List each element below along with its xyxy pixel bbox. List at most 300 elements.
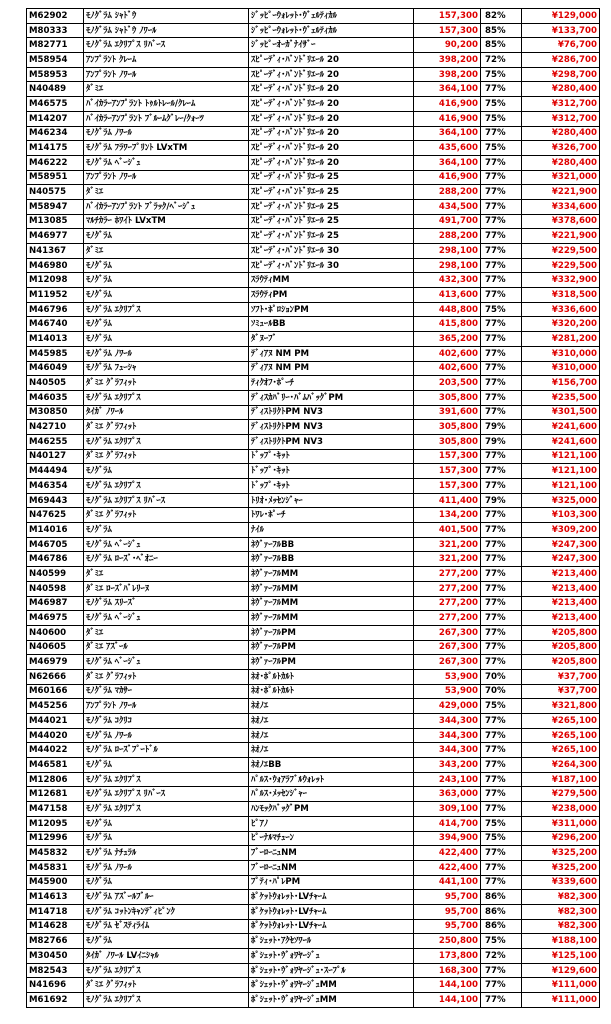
material-name-cell: ﾓﾉｸﾞﾗﾑ ﾏｶｻｰ: [84, 684, 249, 699]
material-name-cell: ﾓﾉｸﾞﾗﾑ ｴｸﾘﾌﾟｽ: [84, 772, 249, 787]
product-code-cell: M45900: [27, 875, 84, 890]
model-name-cell: ﾈｵﾉｴ: [249, 728, 414, 743]
model-name-cell: ｽﾗｳﾃｨMM: [249, 273, 414, 288]
material-name-cell: ﾓﾉｸﾞﾗﾑ ｼｬﾄﾞｳ ﾉﾜｰﾙ: [84, 23, 249, 38]
product-code-cell: M60166: [27, 684, 84, 699]
model-name-cell: ｽﾋﾟｰﾃﾞｨ･ﾊﾞﾝﾄﾞﾘｴｰﾙ 20: [249, 126, 414, 141]
product-code-cell: N40600: [27, 625, 84, 640]
table-row: [27, 376, 600, 391]
purchase-price-cell: ¥121,100: [522, 479, 600, 494]
model-name-cell: ﾎﾟｼｪｯﾄ･ｳﾞｫﾜﾔｰｼﾞｭMM: [249, 993, 414, 1008]
product-code-cell: M12996: [27, 831, 84, 846]
purchase-price-cell: ¥187,100: [522, 772, 600, 787]
retail-price-cell: 277,200: [414, 611, 481, 626]
retail-price-cell: 413,600: [414, 288, 481, 303]
model-name-cell: ﾊﾟﾙｽ･ﾒｯｾﾝｼﾞｬｰ: [249, 787, 414, 802]
product-code-cell: M44022: [27, 743, 84, 758]
table-row: [27, 787, 600, 802]
material-name-cell: ﾓﾉｸﾞﾗﾑ ｴｸﾘﾌﾟｽ: [84, 963, 249, 978]
model-name-cell: ｽﾋﾟｰﾃﾞｨ･ﾊﾞﾝﾄﾞﾘｴｰﾙ 30: [249, 244, 414, 259]
retail-price-cell: 250,800: [414, 934, 481, 949]
product-code-cell: M46975: [27, 611, 84, 626]
purchase-price-cell: ¥156,700: [522, 376, 600, 391]
retail-price-cell: 168,300: [414, 963, 481, 978]
rate-cell: 77%: [481, 199, 522, 214]
material-name-cell: ﾓﾉｸﾞﾗﾑ ﾌﾗﾜｰﾌﾟﾘﾝﾄ LVxTM: [84, 141, 249, 156]
table-row: [27, 846, 600, 861]
model-name-cell: ｽﾋﾟｰﾃﾞｨ･ﾊﾞﾝﾄﾞﾘｴｰﾙ 25: [249, 170, 414, 185]
retail-price-cell: 391,600: [414, 405, 481, 420]
retail-price-cell: 398,200: [414, 53, 481, 68]
table-row: [27, 434, 600, 449]
retail-price-cell: 288,200: [414, 229, 481, 244]
purchase-price-cell: ¥280,400: [522, 155, 600, 170]
retail-price-cell: 277,200: [414, 567, 481, 582]
material-name-cell: ﾓﾉｸﾞﾗﾑ ｴｸﾘﾌﾟｽ ﾘﾊﾞｰｽ: [84, 787, 249, 802]
retail-price-cell: 173,800: [414, 949, 481, 964]
table-row: [27, 567, 600, 582]
table-row: [27, 919, 600, 934]
purchase-price-cell: ¥325,200: [522, 860, 600, 875]
material-name-cell: ﾊﾞｲｶﾗｰｱﾝﾌﾟﾗﾝﾄ ﾄｩﾙﾄﾚｰﾙ/ｸﾚｰﾑ: [84, 97, 249, 112]
model-name-cell: ｽﾋﾟｰﾃﾞｨ･ﾊﾞﾝﾄﾞﾘｴｰﾙ 25: [249, 185, 414, 200]
model-name-cell: ﾈｵﾉｴ: [249, 699, 414, 714]
product-code-cell: M14016: [27, 523, 84, 538]
model-name-cell: ｽﾋﾟｰﾃﾞｨ･ﾊﾞﾝﾄﾞﾘｴｰﾙ 20: [249, 82, 414, 97]
product-code-cell: M12098: [27, 273, 84, 288]
model-name-cell: ﾊﾝﾓｯｸﾊﾞｯｸﾞPM: [249, 802, 414, 817]
material-name-cell: ﾓﾉｸﾞﾗﾑ: [84, 758, 249, 773]
table-row: [27, 199, 600, 214]
retail-price-cell: 305,800: [414, 434, 481, 449]
product-code-cell: M46705: [27, 537, 84, 552]
purchase-price-cell: ¥326,700: [522, 141, 600, 156]
material-name-cell: ﾓﾉｸﾞﾗﾑ: [84, 934, 249, 949]
table-row: [27, 53, 600, 68]
table-row: [27, 317, 600, 332]
purchase-price-cell: ¥332,900: [522, 273, 600, 288]
rate-cell: 72%: [481, 53, 522, 68]
table-row: [27, 229, 600, 244]
purchase-price-cell: ¥310,000: [522, 361, 600, 376]
model-name-cell: ﾈｳﾞｧｰﾌﾙMM: [249, 581, 414, 596]
material-name-cell: ﾓﾉｸﾞﾗﾑ ｴｸﾘﾌﾟｽ ﾘﾊﾞｰｽ: [84, 493, 249, 508]
material-name-cell: ｱﾝﾌﾟﾗﾝﾄ ﾉﾜｰﾙ: [84, 170, 249, 185]
retail-price-cell: 134,200: [414, 508, 481, 523]
retail-price-cell: 363,000: [414, 787, 481, 802]
table-row: [27, 625, 600, 640]
rate-cell: 77%: [481, 126, 522, 141]
product-code-cell: M46979: [27, 655, 84, 670]
purchase-price-cell: ¥298,700: [522, 67, 600, 82]
rate-cell: 77%: [481, 508, 522, 523]
table-row: [27, 82, 600, 97]
rate-cell: 77%: [481, 244, 522, 259]
material-name-cell: ﾀﾞﾐｴ: [84, 567, 249, 582]
model-name-cell: ﾌﾟﾃｨ･ﾊﾟﾚPM: [249, 875, 414, 890]
model-name-cell: ﾅｲﾙ: [249, 523, 414, 538]
retail-price-cell: 90,200: [414, 38, 481, 53]
retail-price-cell: 144,100: [414, 978, 481, 993]
model-name-cell: ｽﾋﾟｰﾃﾞｨ･ﾊﾞﾝﾄﾞﾘｴｰﾙ 20: [249, 155, 414, 170]
rate-cell: 77%: [481, 537, 522, 552]
table-row: [27, 728, 600, 743]
retail-price-cell: 491,700: [414, 214, 481, 229]
rate-cell: 70%: [481, 684, 522, 699]
product-code-cell: M82766: [27, 934, 84, 949]
model-name-cell: ﾀﾞﾇｰﾌﾞ: [249, 332, 414, 347]
table-row: [27, 699, 600, 714]
table-row: [27, 875, 600, 890]
product-code-cell: M45985: [27, 346, 84, 361]
model-name-cell: ｽﾋﾟｰﾃﾞｨ･ﾊﾞﾝﾄﾞﾘｴｰﾙ 20: [249, 111, 414, 126]
retail-price-cell: 298,100: [414, 258, 481, 273]
rate-cell: 77%: [481, 581, 522, 596]
table-row: [27, 655, 600, 670]
product-code-cell: N42710: [27, 420, 84, 435]
table-row: [27, 904, 600, 919]
product-code-cell: M12806: [27, 772, 84, 787]
material-name-cell: ﾓﾉｸﾞﾗﾑ: [84, 229, 249, 244]
rate-cell: 75%: [481, 67, 522, 82]
table-row: [27, 993, 600, 1008]
material-name-cell: ﾀｲｶﾞ ﾉﾜｰﾙ: [84, 405, 249, 420]
purchase-price-cell: ¥205,800: [522, 655, 600, 670]
table-body: [27, 9, 600, 1008]
material-name-cell: ﾓﾉｸﾞﾗﾑ: [84, 523, 249, 538]
rate-cell: 77%: [481, 229, 522, 244]
rate-cell: 77%: [481, 787, 522, 802]
retail-price-cell: 402,600: [414, 346, 481, 361]
rate-cell: 77%: [481, 611, 522, 626]
retail-price-cell: 309,100: [414, 802, 481, 817]
model-name-cell: ﾋﾟｰﾅﾙﾏﾁｭｰﾝ: [249, 831, 414, 846]
product-code-cell: N40599: [27, 567, 84, 582]
product-code-cell: M14628: [27, 919, 84, 934]
retail-price-cell: 398,200: [414, 67, 481, 82]
model-name-cell: ﾈｳﾞｧｰﾌﾙMM: [249, 596, 414, 611]
retail-price-cell: 53,900: [414, 669, 481, 684]
purchase-price-cell: ¥213,400: [522, 611, 600, 626]
purchase-price-cell: ¥312,700: [522, 111, 600, 126]
table-row: [27, 890, 600, 905]
material-name-cell: ﾓﾉｸﾞﾗﾑ ﾍﾞｰｼﾞｭ: [84, 155, 249, 170]
rate-cell: 86%: [481, 904, 522, 919]
retail-price-cell: 95,700: [414, 890, 481, 905]
product-code-cell: M47158: [27, 802, 84, 817]
material-name-cell: ﾓﾉｸﾞﾗﾑ ｱｽﾞｰﾙﾌﾞﾙｰ: [84, 890, 249, 905]
rate-cell: 77%: [481, 625, 522, 640]
material-name-cell: ﾓﾉｸﾞﾗﾑ ﾍﾞｰｼﾞｭ: [84, 611, 249, 626]
table-row: [27, 23, 600, 38]
material-name-cell: ﾓﾉｸﾞﾗﾑ ｴｸﾘﾌﾟｽ: [84, 993, 249, 1008]
model-name-cell: ﾎﾟｹｯﾄｳｫﾚｯﾄ･LVﾁｬｰﾑ: [249, 919, 414, 934]
rate-cell: 77%: [481, 155, 522, 170]
rate-cell: 77%: [481, 728, 522, 743]
rate-cell: 77%: [481, 860, 522, 875]
product-code-cell: M14718: [27, 904, 84, 919]
material-name-cell: ﾓﾉｸﾞﾗﾑ ｾﾞｽﾃｨﾗｲﾑ: [84, 919, 249, 934]
material-name-cell: ﾓﾉｸﾞﾗﾑ ﾛｰｽﾞ･ﾍﾞｵﾆｰ: [84, 552, 249, 567]
purchase-price-cell: ¥318,500: [522, 288, 600, 303]
purchase-price-cell: ¥378,600: [522, 214, 600, 229]
material-name-cell: ﾓﾉｸﾞﾗﾑ ｴｸﾘﾌﾟｽ: [84, 479, 249, 494]
product-code-cell: N41696: [27, 978, 84, 993]
product-code-cell: M58951: [27, 170, 84, 185]
purchase-price-cell: ¥265,100: [522, 728, 600, 743]
model-name-cell: ｽﾋﾟｰﾃﾞｨ･ﾊﾞﾝﾄﾞﾘｴｰﾙ 30: [249, 258, 414, 273]
product-code-cell: M80333: [27, 23, 84, 38]
purchase-price-cell: ¥321,000: [522, 170, 600, 185]
product-code-cell: M30450: [27, 949, 84, 964]
retail-price-cell: 422,400: [414, 860, 481, 875]
product-code-cell: M46234: [27, 126, 84, 141]
retail-price-cell: 243,100: [414, 772, 481, 787]
table-row: [27, 405, 600, 420]
rate-cell: 77%: [481, 390, 522, 405]
material-name-cell: ｱﾝﾌﾟﾗﾝﾄ ﾉﾜｰﾙ: [84, 699, 249, 714]
material-name-cell: ﾀｲｶﾞ ﾉﾜｰﾙ LVｲﾆｼｬﾙ: [84, 949, 249, 964]
rate-cell: 77%: [481, 567, 522, 582]
model-name-cell: ﾄﾞｯﾌﾟ･ｷｯﾄ: [249, 464, 414, 479]
model-name-cell: ﾎﾟｼｪｯﾄ･ｳﾞｫﾜﾔｰｼﾞｭ: [249, 949, 414, 964]
material-name-cell: ﾓﾉｸﾞﾗﾑ: [84, 464, 249, 479]
table-row: [27, 361, 600, 376]
retail-price-cell: 441,100: [414, 875, 481, 890]
product-code-cell: M14613: [27, 890, 84, 905]
model-name-cell: ｽﾋﾟｰﾃﾞｨ･ﾊﾞﾝﾄﾞﾘｴｰﾙ 25: [249, 199, 414, 214]
retail-price-cell: 277,200: [414, 581, 481, 596]
rate-cell: 77%: [481, 978, 522, 993]
table-row: [27, 493, 600, 508]
purchase-price-cell: ¥82,300: [522, 919, 600, 934]
material-name-cell: ﾓﾉｸﾞﾗﾑ: [84, 332, 249, 347]
material-name-cell: ﾓﾉｸﾞﾗﾑ ｴｸﾘﾌﾟｽ: [84, 434, 249, 449]
product-code-cell: M12095: [27, 816, 84, 831]
retail-price-cell: 157,300: [414, 449, 481, 464]
material-name-cell: ﾓﾉｸﾞﾗﾑ ﾉﾜｰﾙ: [84, 728, 249, 743]
rate-cell: 79%: [481, 493, 522, 508]
purchase-price-cell: ¥265,100: [522, 743, 600, 758]
rate-cell: 77%: [481, 655, 522, 670]
model-name-cell: ﾌﾞｰﾛｰﾆｭNM: [249, 860, 414, 875]
table-row: [27, 420, 600, 435]
model-name-cell: ﾈｵ･ﾎﾟﾙﾄｶﾙﾄ: [249, 684, 414, 699]
material-name-cell: ﾀﾞﾐｴ ｸﾞﾗﾌｨｯﾄ: [84, 449, 249, 464]
product-code-cell: M62902: [27, 9, 84, 24]
rate-cell: 77%: [481, 802, 522, 817]
material-name-cell: ﾀﾞﾐｴ ﾛｰｽﾞﾊﾞﾚﾘｰﾇ: [84, 581, 249, 596]
model-name-cell: ｼﾞｯﾋﾟｰｵｰｶﾞﾅｲｻﾞｰ: [249, 38, 414, 53]
purchase-price-cell: ¥247,300: [522, 552, 600, 567]
product-code-cell: M14175: [27, 141, 84, 156]
purchase-price-cell: ¥286,700: [522, 53, 600, 68]
model-name-cell: ｼﾞｯﾋﾟｰｳｫﾚｯﾄ･ｳﾞｪﾙﾃｨｶﾙ: [249, 9, 414, 24]
purchase-price-cell: ¥296,200: [522, 831, 600, 846]
retail-price-cell: 267,300: [414, 625, 481, 640]
material-name-cell: ｱﾝﾌﾟﾗﾝﾄ ｸﾚｰﾑ: [84, 53, 249, 68]
product-code-cell: M61692: [27, 993, 84, 1008]
table-row: [27, 816, 600, 831]
purchase-price-cell: ¥279,500: [522, 787, 600, 802]
table-row: [27, 596, 600, 611]
rate-cell: 75%: [481, 111, 522, 126]
table-row: [27, 611, 600, 626]
material-name-cell: ﾀﾞﾐｴ: [84, 244, 249, 259]
rate-cell: 77%: [481, 743, 522, 758]
material-name-cell: ﾓﾉｸﾞﾗﾑ ﾌｭｰｼｬ: [84, 361, 249, 376]
retail-price-cell: 95,700: [414, 904, 481, 919]
material-name-cell: ﾀﾞﾐｴ ｸﾞﾗﾌｨｯﾄ: [84, 508, 249, 523]
material-name-cell: ﾀﾞﾐｴ ｱｽﾞｰﾙ: [84, 640, 249, 655]
retail-price-cell: 203,500: [414, 376, 481, 391]
table-row: [27, 332, 600, 347]
model-name-cell: ﾄﾞｯﾌﾟ･ｷｯﾄ: [249, 479, 414, 494]
rate-cell: 77%: [481, 758, 522, 773]
product-code-cell: M46255: [27, 434, 84, 449]
table-row: [27, 390, 600, 405]
material-name-cell: ﾓﾉｸﾞﾗﾑ: [84, 816, 249, 831]
purchase-price-cell: ¥111,000: [522, 993, 600, 1008]
material-name-cell: ﾓﾉｸﾞﾗﾑ: [84, 258, 249, 273]
rate-cell: 77%: [481, 288, 522, 303]
purchase-price-cell: ¥310,000: [522, 346, 600, 361]
product-code-cell: N40575: [27, 185, 84, 200]
retail-price-cell: 157,300: [414, 479, 481, 494]
rate-cell: 77%: [481, 273, 522, 288]
material-name-cell: ﾓﾉｸﾞﾗﾑ ﾍﾞｰｼﾞｭ: [84, 537, 249, 552]
table-row: [27, 38, 600, 53]
retail-price-cell: 267,300: [414, 640, 481, 655]
material-name-cell: ﾊﾞｲｶﾗｰｱﾝﾌﾟﾗﾝﾄ ﾌﾞﾙｰﾑｸﾞﾚｰ/ｸｫｰﾂ: [84, 111, 249, 126]
table-row: [27, 802, 600, 817]
table-row: [27, 111, 600, 126]
product-code-cell: M46786: [27, 552, 84, 567]
retail-price-cell: 364,100: [414, 155, 481, 170]
model-name-cell: ﾈｳﾞｧｰﾌﾙPM: [249, 655, 414, 670]
table-row: [27, 170, 600, 185]
rate-cell: 77%: [481, 332, 522, 347]
retail-price-cell: 435,600: [414, 141, 481, 156]
material-name-cell: ﾀﾞﾐｴ ｸﾞﾗﾌｨｯﾄ: [84, 669, 249, 684]
model-name-cell: ﾊﾟﾙｽ･ｳｫｱﾗﾌﾞﾙｳｫﾚｯﾄ: [249, 772, 414, 787]
purchase-price-cell: ¥320,200: [522, 317, 600, 332]
purchase-price-cell: ¥37,700: [522, 684, 600, 699]
purchase-price-cell: ¥311,000: [522, 816, 600, 831]
product-code-cell: M45832: [27, 846, 84, 861]
retail-price-cell: 411,400: [414, 493, 481, 508]
model-name-cell: ｽﾋﾟｰﾃﾞｨ･ﾊﾞﾝﾄﾞﾘｴｰﾙ 20: [249, 53, 414, 68]
retail-price-cell: 401,500: [414, 523, 481, 538]
model-name-cell: ﾄﾜﾚ･ﾎﾟｰﾁ: [249, 508, 414, 523]
material-name-cell: ﾀﾞﾐｴ ｸﾞﾗﾌｨｯﾄ: [84, 376, 249, 391]
purchase-price-cell: ¥334,600: [522, 199, 600, 214]
product-code-cell: M44020: [27, 728, 84, 743]
model-name-cell: ｽﾗｳﾃｨPM: [249, 288, 414, 303]
model-name-cell: ﾃﾞｨｱﾇ NM PM: [249, 346, 414, 361]
purchase-price-cell: ¥133,700: [522, 23, 600, 38]
rate-cell: 77%: [481, 346, 522, 361]
retail-price-cell: 416,900: [414, 97, 481, 112]
product-code-cell: M82771: [27, 38, 84, 53]
rate-cell: 77%: [481, 361, 522, 376]
rate-cell: 77%: [481, 214, 522, 229]
retail-price-cell: 277,200: [414, 596, 481, 611]
purchase-price-cell: ¥188,100: [522, 934, 600, 949]
model-name-cell: ﾌﾞｰﾛｰﾆｭNM: [249, 846, 414, 861]
rate-cell: 75%: [481, 699, 522, 714]
retail-price-cell: 53,900: [414, 684, 481, 699]
retail-price-cell: 422,400: [414, 846, 481, 861]
rate-cell: 77%: [481, 993, 522, 1008]
product-code-cell: N40505: [27, 376, 84, 391]
material-name-cell: ﾓﾉｸﾞﾗﾑ ｴｸﾘﾌﾟｽ: [84, 390, 249, 405]
purchase-price-cell: ¥125,100: [522, 949, 600, 964]
product-code-cell: N40489: [27, 82, 84, 97]
rate-cell: 85%: [481, 23, 522, 38]
material-name-cell: ﾓﾉｸﾞﾗﾑ ｴｸﾘﾌﾟｽ ﾘﾊﾞｰｽ: [84, 38, 249, 53]
table-row: [27, 537, 600, 552]
model-name-cell: ｼﾞｯﾋﾟｰｳｫﾚｯﾄ･ｳﾞｪﾙﾃｨｶﾙ: [249, 23, 414, 38]
table-row: [27, 508, 600, 523]
product-code-cell: M13085: [27, 214, 84, 229]
rate-cell: 75%: [481, 302, 522, 317]
rate-cell: 77%: [481, 846, 522, 861]
purchase-price-cell: ¥339,600: [522, 875, 600, 890]
retail-price-cell: 344,300: [414, 743, 481, 758]
model-name-cell: ﾈｵﾉｴ: [249, 714, 414, 729]
table-row: [27, 831, 600, 846]
product-code-cell: M11952: [27, 288, 84, 303]
material-name-cell: ﾓﾉｸﾞﾗﾑ ﾉﾜｰﾙ: [84, 860, 249, 875]
product-code-cell: N47625: [27, 508, 84, 523]
rate-cell: 77%: [481, 82, 522, 97]
material-name-cell: ﾓﾉｸﾞﾗﾑ: [84, 317, 249, 332]
model-name-cell: ﾈｳﾞｧｰﾌﾙBB: [249, 552, 414, 567]
purchase-price-cell: ¥37,700: [522, 669, 600, 684]
retail-price-cell: 434,500: [414, 199, 481, 214]
table-row: [27, 934, 600, 949]
rate-cell: 75%: [481, 934, 522, 949]
rate-cell: 77%: [481, 376, 522, 391]
retail-price-cell: 415,800: [414, 317, 481, 332]
table-row: [27, 273, 600, 288]
table-row: [27, 126, 600, 141]
material-name-cell: ﾏﾙﾁｶﾗｰ ﾎﾜｲﾄ LVxTM: [84, 214, 249, 229]
purchase-price-cell: ¥213,400: [522, 581, 600, 596]
purchase-price-cell: ¥325,000: [522, 493, 600, 508]
purchase-price-cell: ¥336,600: [522, 302, 600, 317]
rate-cell: 77%: [481, 464, 522, 479]
purchase-price-cell: ¥111,000: [522, 978, 600, 993]
rate-cell: 77%: [481, 317, 522, 332]
material-name-cell: ﾀﾞﾐｴ: [84, 82, 249, 97]
model-name-cell: ﾎﾟｼｪｯﾄ･ｳﾞｫﾜﾔｰｼﾞｭMM: [249, 978, 414, 993]
purchase-price-cell: ¥229,500: [522, 258, 600, 273]
table-row: [27, 346, 600, 361]
material-name-cell: ﾓﾉｸﾞﾗﾑ ｼｬﾄﾞｳ: [84, 9, 249, 24]
table-row: [27, 155, 600, 170]
purchase-price-cell: ¥238,000: [522, 802, 600, 817]
model-name-cell: ﾃﾞｨｽｶﾊﾞﾘｰ･ﾊﾞﾑﾊﾞｯｸﾞPM: [249, 390, 414, 405]
model-name-cell: ｿﾐｭｰﾙBB: [249, 317, 414, 332]
retail-price-cell: 364,100: [414, 82, 481, 97]
rate-cell: 77%: [481, 449, 522, 464]
material-name-cell: ﾓﾉｸﾞﾗﾑ ｽﾘｰｽﾞ: [84, 596, 249, 611]
model-name-cell: ﾈｵﾉｴBB: [249, 758, 414, 773]
material-name-cell: ﾓﾉｸﾞﾗﾑ ﾍﾞｰｼﾞｭ: [84, 655, 249, 670]
product-code-cell: N40127: [27, 449, 84, 464]
